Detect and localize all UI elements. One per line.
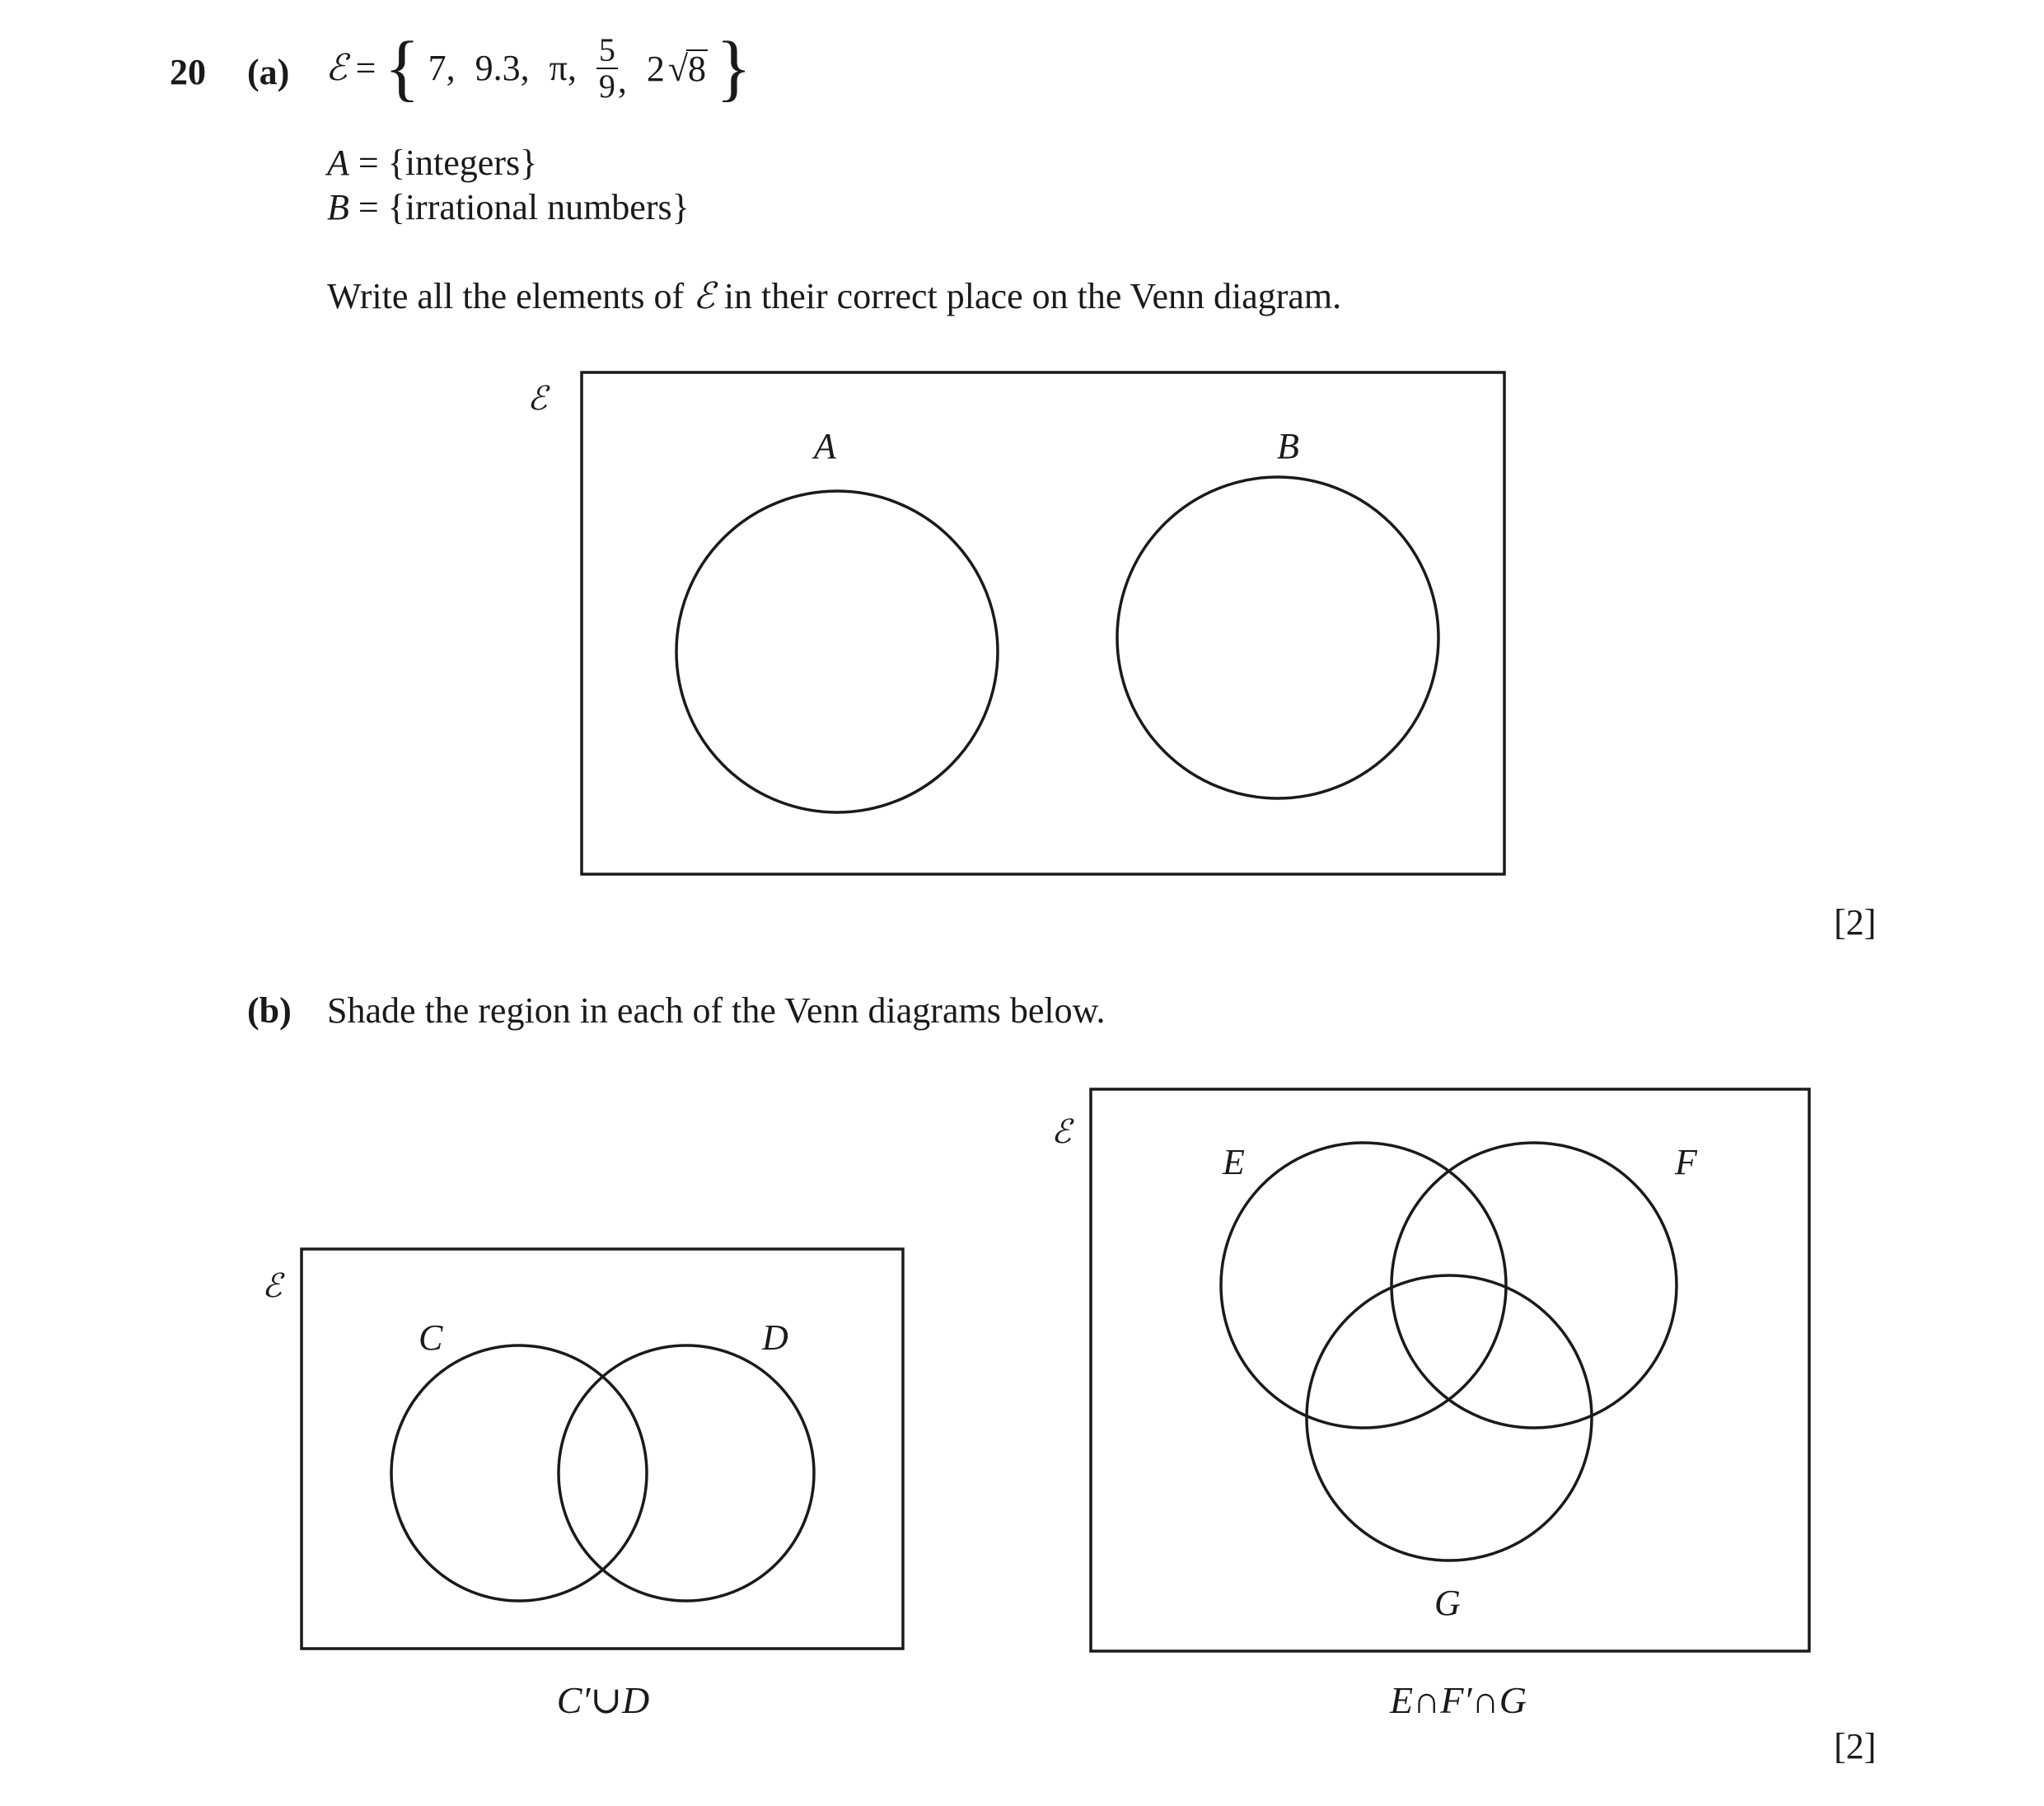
instruction-universal-symbol: ℰ: [693, 275, 715, 317]
part-a-marks: [2]: [1834, 902, 1877, 943]
part-b-marks: [2]: [1834, 1726, 1877, 1766]
venn-cd-circle-c[interactable]: [391, 1345, 647, 1601]
element-pi: π,: [549, 48, 577, 88]
venn-cd-caption: C′∪D: [556, 1679, 650, 1721]
venn-diagram-a: [527, 372, 1504, 874]
venn-efg-caption: E∩F′∩G: [1390, 1679, 1527, 1721]
venn-efg-circle-e-label: E: [1223, 1142, 1245, 1182]
left-brace: {: [384, 27, 420, 109]
element-7: 7,: [428, 48, 456, 88]
universal-set-symbol: ℰ: [325, 47, 348, 89]
set-a-def: = {integers}: [358, 143, 538, 183]
venn-diagram-efg: [1051, 1089, 1809, 1721]
set-b-name: B: [327, 187, 349, 227]
set-b-def: = {irrational numbers}: [358, 187, 690, 227]
element-9-3: 9.3,: [475, 48, 530, 88]
venn-a-universal-label: ℰ: [527, 380, 548, 418]
venn-a-universal-box[interactable]: [582, 372, 1504, 874]
question-number: 20: [170, 52, 206, 92]
fraction-numerator: 5: [596, 33, 618, 69]
venn-efg-circle-f-label: F: [1675, 1142, 1697, 1182]
equals-sign: =: [355, 48, 377, 88]
venn-diagram-cd: [262, 1249, 903, 1721]
venn-efg-universal-label: ℰ: [1051, 1113, 1072, 1151]
venn-efg-circle-f[interactable]: [1392, 1143, 1677, 1428]
venn-efg-circle-g-label: G: [1434, 1583, 1461, 1623]
venn-cd-universal-label: ℰ: [262, 1267, 283, 1305]
venn-cd-circle-d-label: D: [762, 1317, 788, 1358]
venn-a-circle-a[interactable]: [676, 491, 998, 812]
part-a-label: (a): [247, 52, 290, 92]
root-symbol: √: [667, 49, 689, 89]
part-b-label: (b): [247, 990, 292, 1031]
root-coefficient: 2: [646, 49, 665, 89]
venn-efg-circle-e[interactable]: [1221, 1143, 1506, 1428]
fraction-denominator: 9: [598, 68, 615, 105]
set-a-name: A: [327, 143, 349, 183]
right-brace: }: [716, 27, 752, 109]
root-radicand: 8: [688, 49, 707, 89]
fraction-comma: ,: [617, 60, 627, 101]
part-b-instruction: Shade the region in each of the Venn diagrams below.: [327, 990, 1106, 1031]
part-a-instruction: Write all the elements of ℰ in their correct place on the Venn diagram.: [327, 275, 1342, 317]
venn-a-circle-b-label: B: [1277, 426, 1299, 466]
venn-a-circle-b[interactable]: [1117, 477, 1438, 798]
venn-cd-circle-c-label: C: [419, 1317, 443, 1358]
venn-a-circle-a-label: A: [814, 426, 836, 466]
venn-cd-circle-d[interactable]: [559, 1345, 814, 1601]
venn-efg-circle-g[interactable]: [1307, 1275, 1592, 1560]
